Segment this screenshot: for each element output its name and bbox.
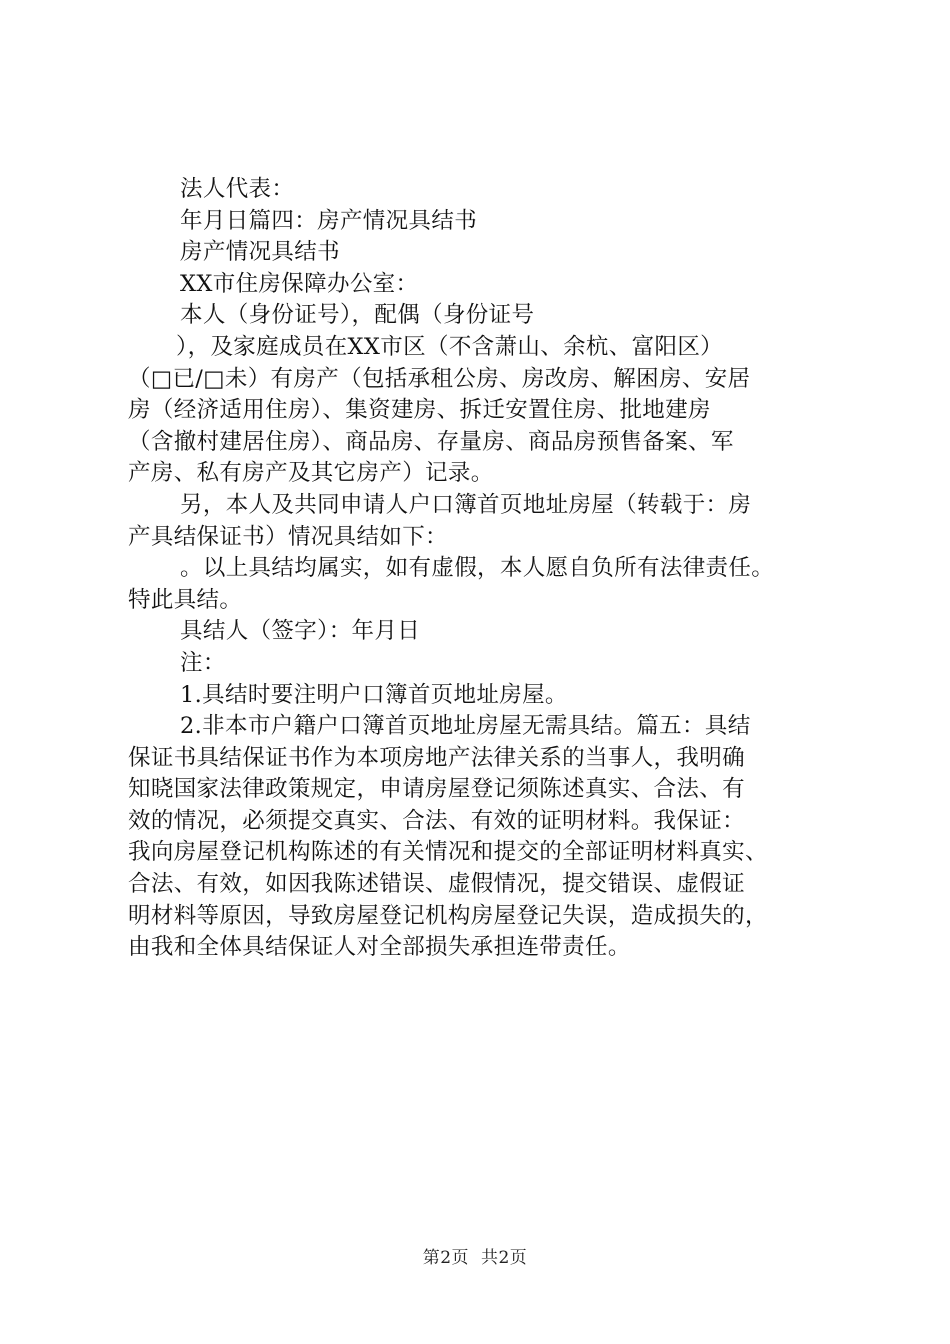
document-line: 产具结保证书）情况具结如下：	[128, 523, 448, 550]
page-total: 共2页	[480, 1248, 528, 1268]
document-line: 知晓国家法律政策规定，申请房屋登记须陈述真实、合法、有	[128, 776, 745, 803]
page-number: 第2页	[422, 1248, 470, 1268]
document-line: 法人代表：	[180, 176, 295, 202]
document-line: 具结人（签字）：年月日	[180, 618, 421, 645]
document-line: 我向房屋登记机构陈述的有关情况和提交的全部证明材料真实、	[128, 839, 768, 866]
document-line: 房（经济适用住房）、集资建房、拆迁安置住房、批地建房	[128, 397, 711, 424]
document-line: XX市住房保障办公室：	[180, 270, 419, 297]
document-line: 2.非本市户籍户口簿首页地址房屋无需具结。篇五：具结	[180, 713, 751, 740]
document-line: 明材料等原因，导致房屋登记机构房屋登记失误，造成损失的，	[128, 902, 768, 929]
document-line: 另，本人及共同申请人户口簿首页地址房屋（转载于：房	[180, 491, 752, 518]
document-line: 由我和全体具结保证人对全部损失承担连带责任。	[128, 934, 631, 961]
document-line: 1.具结时要注明户口簿首页地址房屋。	[180, 681, 568, 708]
document-line: 保证书具结保证书作为本项房地产法律关系的当事人，我明确	[128, 744, 745, 771]
document-line: 注：	[180, 649, 226, 676]
document-line: （含撤村建居住房）、商品房、存量房、商品房预售备案、军	[128, 428, 734, 455]
page-footer	[0, 1243, 950, 1268]
document-line: 房产情况具结书	[180, 239, 340, 266]
document-line: ），及家庭成员在XX市区（不含萧山、余杭、富阳区）	[176, 333, 724, 360]
document-line: 本人（身份证号），配偶（身份证号	[180, 302, 535, 329]
document-line: 效的情况，必须提交真实、合法、有效的证明材料。我保证：	[128, 807, 745, 834]
document-body	[128, 174, 858, 964]
document-line: 。以上具结均属实，如有虚假，本人愿自负所有法律责任。	[180, 555, 775, 582]
document-line: 年月日篇四：房产情况具结书	[180, 207, 478, 234]
document-line: 特此具结。	[128, 586, 243, 613]
document-line: 合法、有效，如因我陈述错误、虚假情况，提交错误、虚假证	[128, 871, 745, 898]
document-line: 产房、私有房产及其它房产）记录。	[128, 460, 494, 487]
document-line: （□已/□未）有房产（包括承租公房、房改房、解困房、安居	[128, 365, 751, 392]
